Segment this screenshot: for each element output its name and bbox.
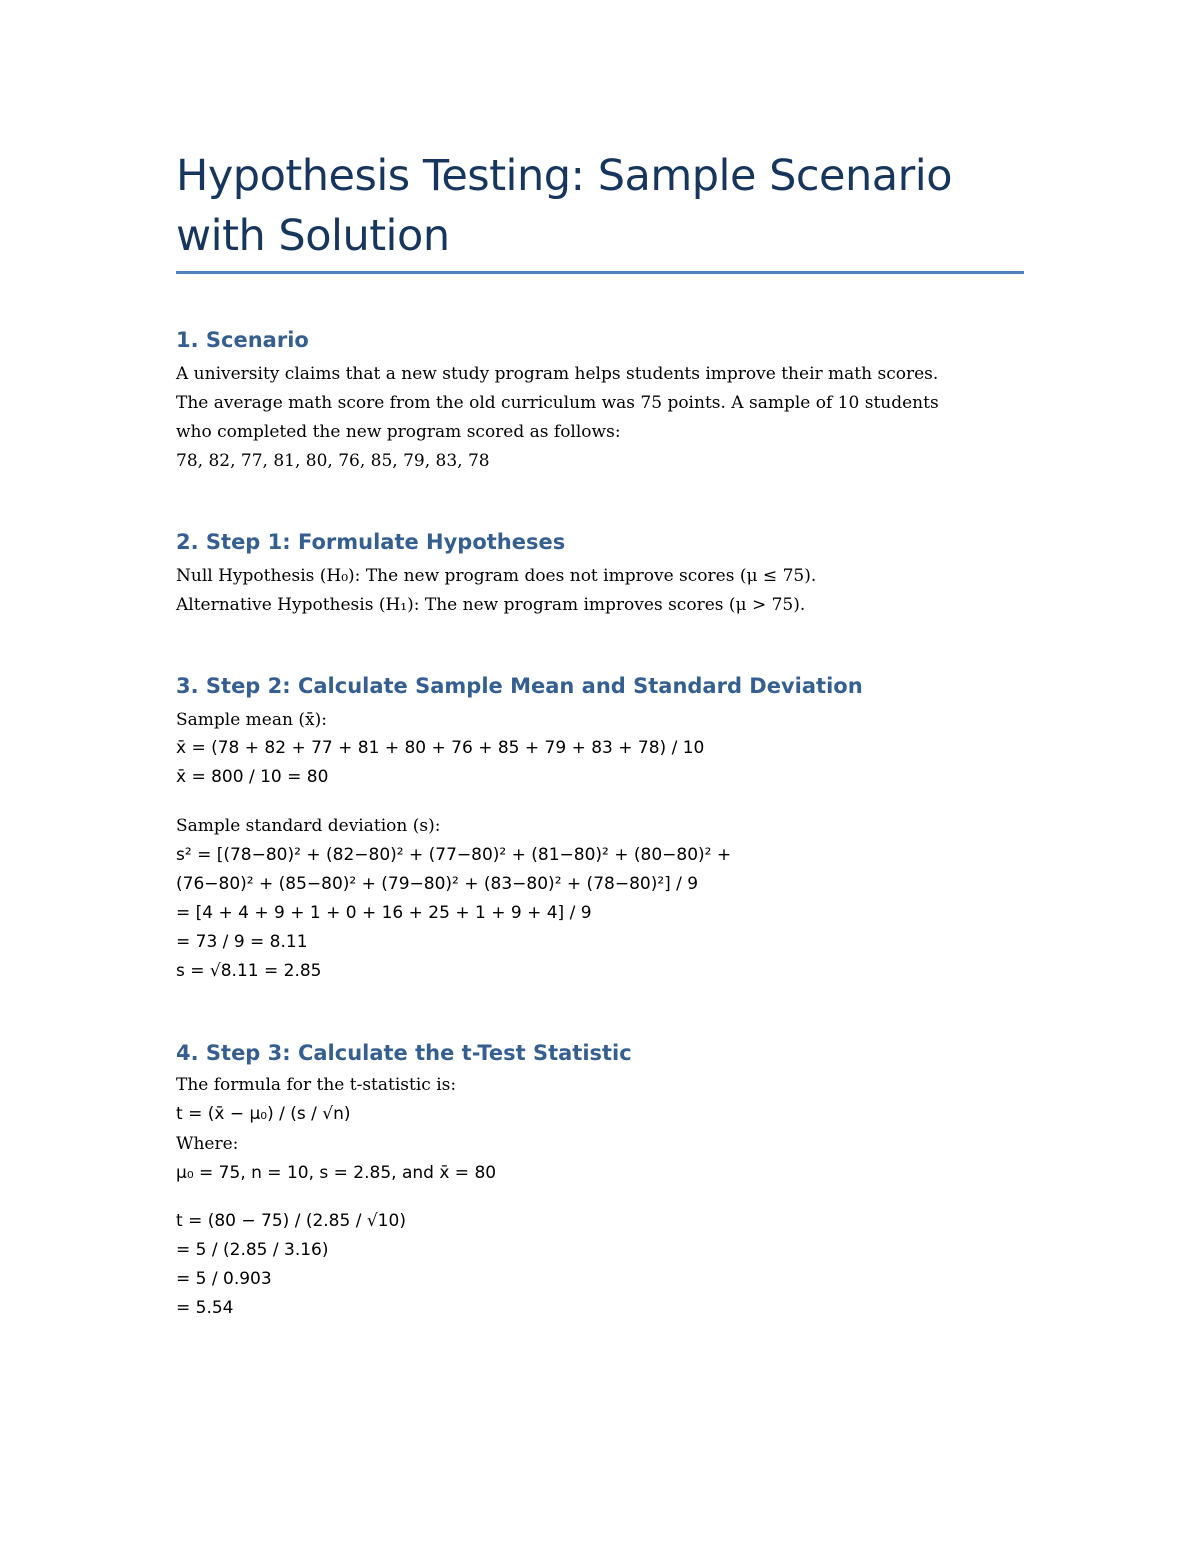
t-formula: t = (x̄ − μ₀) / (s / √n)	[176, 1104, 351, 1124]
sd-line: = [4 + 4 + 9 + 1 + 0 + 16 + 25 + 1 + 9 + 4] / 9	[176, 903, 592, 923]
scenario-line: A university claims that a new study program helps students improve their math scores.	[176, 364, 939, 384]
title-underline	[176, 271, 1024, 274]
heading-step1: 2. Step 1: Formulate Hypotheses	[176, 530, 566, 554]
where-values: μ₀ = 75, n = 10, s = 2.85, and x̄ = 80	[176, 1163, 497, 1183]
null-hypothesis: Null Hypothesis (H₀): The new program does not improve scores (μ ≤ 75).	[176, 566, 817, 586]
heading-step2: 3. Step 2: Calculate Sample Mean and Standard Deviation	[176, 674, 863, 698]
scenario-scores: 78, 82, 77, 81, 80, 76, 85, 79, 83, 78	[176, 451, 490, 471]
mean-line: x̄ = (78 + 82 + 77 + 81 + 80 + 76 + 85 + 79 + 83 + 78) / 10	[176, 738, 705, 758]
scenario-line: The average math score from the old curriculum was 75 points. A sample of 10 students	[176, 393, 939, 413]
heading-scenario: 1. Scenario	[176, 328, 309, 352]
hypotheses-block	[176, 562, 816, 620]
mean-line: x̄ = 800 / 10 = 80	[176, 767, 329, 787]
mean-label: Sample mean (x̄):	[176, 710, 327, 730]
t-calculation	[176, 1207, 406, 1323]
sd-calculation	[176, 841, 731, 986]
heading-step3: 4. Step 3: Calculate the t-Test Statistic	[176, 1041, 632, 1065]
formula-label: The formula for the t-statistic is:	[176, 1075, 457, 1095]
t-calc-line: = 5 / 0.903	[176, 1269, 272, 1289]
sd-line: s² = [(78−80)² + (82−80)² + (77−80)² + (81−80)² + (80−80)² +	[176, 845, 732, 865]
scenario-paragraph	[176, 360, 939, 476]
sd-line: = 73 / 9 = 8.11	[176, 932, 308, 952]
mean-calculation	[176, 734, 704, 792]
scenario-line: who completed the new program scored as follows:	[176, 422, 621, 442]
t-calc-line: t = (80 − 75) / (2.85 / √10)	[176, 1211, 406, 1231]
sd-line: (76−80)² + (85−80)² + (79−80)² + (83−80)² + (78−80)²] / 9	[176, 874, 699, 894]
sd-line: s = √8.11 = 2.85	[176, 961, 322, 981]
t-calc-line: = 5.54	[176, 1298, 234, 1318]
where-label: Where:	[176, 1134, 239, 1154]
sd-label: Sample standard deviation (s):	[176, 816, 441, 836]
alternative-hypothesis: Alternative Hypothesis (H₁): The new program improves scores (μ > 75).	[176, 595, 806, 615]
t-calc-line: = 5 / (2.85 / 3.16)	[176, 1240, 329, 1260]
document-title: Hypothesis Testing: Sample Scenario with Solution	[176, 151, 953, 261]
